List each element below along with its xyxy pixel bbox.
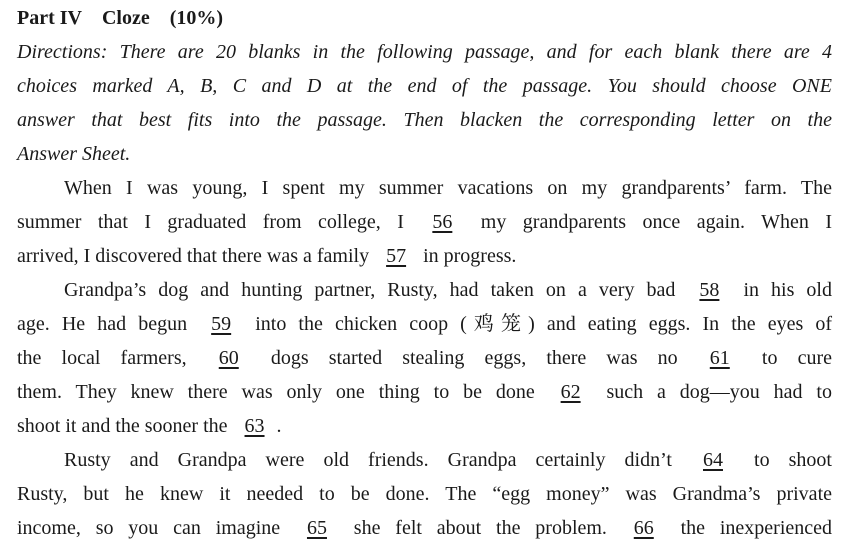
passage-line (17, 482, 832, 506)
passage-text: to cure (741, 347, 832, 369)
passage-line (17, 380, 832, 404)
cloze-blank: 56 (432, 211, 453, 233)
passage-text: in progress. (418, 245, 517, 267)
passage-text: she felt about the problem. (338, 517, 622, 539)
passage-line (17, 176, 832, 200)
cloze-blank: 62 (560, 381, 581, 403)
passage-line (17, 414, 832, 438)
passage-line (17, 244, 832, 268)
passage-text: . (276, 415, 282, 437)
cloze-blank: 66 (633, 517, 654, 539)
cloze-blank: 64 (703, 449, 723, 471)
heading-part: Part IV (17, 7, 82, 29)
directions-line: choices marked A, B, C and D at the end of the passage. You should choose ONE (17, 75, 832, 97)
passage-text: dogs started stealing eggs, there was no (250, 347, 698, 369)
passage-text: such a dog—you had to (592, 381, 832, 403)
passage-line (17, 210, 832, 234)
passage-text: the local farmers, (17, 347, 207, 369)
passage-text: Grandpa’s dog and hunting partner, Rusty, had taken on a very bad (64, 279, 688, 301)
passage-text: the inexperienced (665, 517, 833, 539)
passage-text: to shoot (735, 449, 832, 471)
cloze-blank: 65 (306, 517, 327, 539)
passage-text: arrived, I discovered that there was a family (17, 245, 375, 267)
passage-text: in his old (731, 279, 832, 301)
heading-weight: (10%) (169, 7, 224, 29)
heading-section: Cloze (101, 7, 150, 29)
cloze-blank: 61 (709, 347, 730, 369)
cloze-blank: 59 (211, 313, 232, 335)
passage-text: them. They knew there was only one thing to be done (17, 381, 549, 403)
passage-line (17, 516, 832, 540)
passage-text: summer that I graduated from college, I (17, 211, 421, 233)
passage-text: income, so you can imagine (17, 517, 295, 539)
passage-text: When I was young, I spent my summer vacations on my grandparents’ farm. The (64, 177, 832, 199)
cloze-blank: 57 (386, 245, 407, 267)
passage-text: Rusty, but he knew it needed to be done. The “egg money” was Grandma’s private (17, 483, 832, 505)
passage-text: Rusty and Grandpa were old friends. Grandpa certainly didn’t (64, 449, 691, 471)
cloze-blank: 58 (699, 279, 720, 301)
directions-line: Directions: There are 20 blanks in the following passage, and for each blank there are 4 (17, 41, 832, 63)
passage-text: into the chicken coop (鸡笼) and eating eggs. In the eyes of (243, 313, 832, 335)
directions-line: answer that best fits into the passage. Then blacken the corresponding letter on the (17, 109, 832, 131)
passage-text: shoot it and the sooner the (17, 415, 233, 437)
passage-line (17, 312, 832, 336)
cloze-blank: 63 (244, 415, 265, 437)
cloze-blank: 60 (218, 347, 239, 369)
passage-line (17, 448, 832, 472)
passage-text: my grandparents once again. When I (464, 211, 832, 233)
passage-text: age. He had begun (17, 313, 200, 335)
section-heading (17, 6, 832, 30)
passage-line (17, 346, 832, 370)
passage-line (17, 278, 832, 302)
directions-line: Answer Sheet. (17, 143, 131, 165)
